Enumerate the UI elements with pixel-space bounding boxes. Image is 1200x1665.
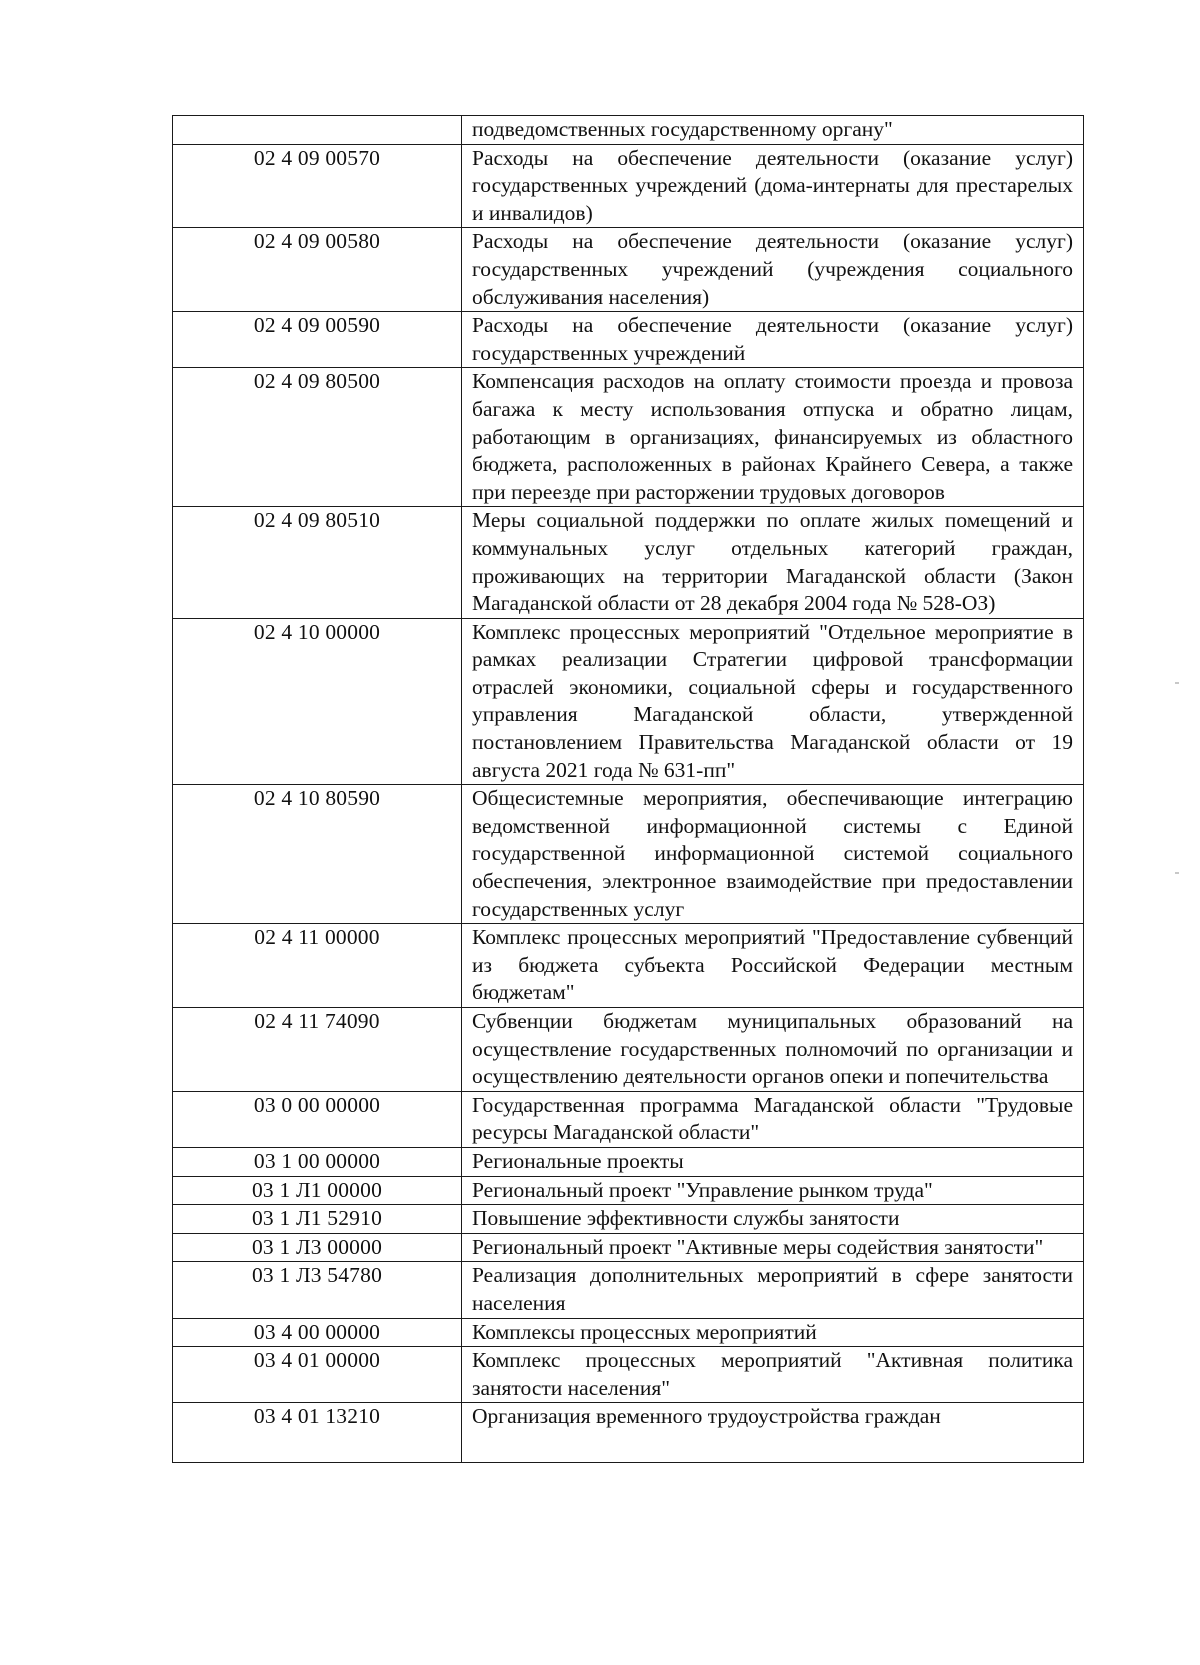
table-row	[173, 785, 1084, 924]
budget-classification-table	[172, 115, 1084, 1463]
name-cell: Региональные проекты	[462, 1147, 1084, 1176]
code-cell: 02 4 09 00570	[173, 144, 462, 228]
code-cell: 03 1 00 00000	[173, 1147, 462, 1176]
code-cell: 03 1 Л3 00000	[173, 1233, 462, 1262]
table-row	[173, 1262, 1084, 1318]
name-cell: Расходы на обеспечение деятельности (оказание услуг) государственных учреждений	[462, 312, 1084, 368]
code-cell: 02 4 11 00000	[173, 924, 462, 1008]
code-cell	[173, 116, 462, 145]
table-row	[173, 1205, 1084, 1234]
code-cell: 03 1 Л3 54780	[173, 1262, 462, 1318]
name-cell: Организация временного трудоустройства граждан	[462, 1403, 1084, 1463]
name-cell: Компенсация расходов на оплату стоимости проезда и провоза багажа к месту использования отпуска и обратно лицам, работающим в организациях, финансируемых из областного бюджета, расположенных в районах Крайнего Севера, а также при переезде при расторжении трудовых договоров	[462, 368, 1084, 507]
scan-speck	[1175, 682, 1179, 684]
table-row	[173, 116, 1084, 145]
table-row	[173, 368, 1084, 507]
code-cell: 03 1 Л1 52910	[173, 1205, 462, 1234]
name-cell: Региональный проект "Активные меры содействия занятости"	[462, 1233, 1084, 1262]
code-cell: 02 4 09 00590	[173, 312, 462, 368]
table-row	[173, 1233, 1084, 1262]
table-row	[173, 1091, 1084, 1147]
code-cell: 03 4 00 00000	[173, 1318, 462, 1347]
name-cell: Государственная программа Магаданской области "Трудовые ресурсы Магаданской области"	[462, 1091, 1084, 1147]
table-row	[173, 1008, 1084, 1092]
name-cell: Меры социальной поддержки по оплате жилых помещений и коммунальных услуг отдельных категорий граждан, проживающих на территории Магаданской области (Закон Магаданской области от 28 декабря 2004 года № 528-ОЗ)	[462, 507, 1084, 618]
code-cell: 02 4 10 80590	[173, 785, 462, 924]
code-cell: 03 4 01 00000	[173, 1347, 462, 1403]
name-cell: Расходы на обеспечение деятельности (оказание услуг) государственных учреждений (дома-интернаты для престарелых и инвалидов)	[462, 144, 1084, 228]
name-cell: подведомственных государственному органу"	[462, 116, 1084, 145]
name-cell: Повышение эффективности службы занятости	[462, 1205, 1084, 1234]
name-cell: Комплекс процессных мероприятий "Предоставление субвенций из бюджета субъекта Российской Федерации местным бюджетам"	[462, 924, 1084, 1008]
table-row	[173, 1347, 1084, 1403]
code-cell: 02 4 09 80510	[173, 507, 462, 618]
code-cell: 03 0 00 00000	[173, 1091, 462, 1147]
table-row	[173, 618, 1084, 785]
table-row	[173, 1176, 1084, 1205]
code-cell: 03 1 Л1 00000	[173, 1176, 462, 1205]
name-cell: Субвенции бюджетам муниципальных образований на осуществление государственных полномочий по организации и осуществлению деятельности органов опеки и попечительства	[462, 1008, 1084, 1092]
name-cell: Региональный проект "Управление рынком труда"	[462, 1176, 1084, 1205]
code-cell: 02 4 10 00000	[173, 618, 462, 785]
table-row	[173, 1318, 1084, 1347]
name-cell: Комплекс процессных мероприятий "Отдельное мероприятие в рамках реализации Стратегии цифровой трансформации отраслей экономики, социальной сферы и государственного управления Магаданской области, утвержденной постановлением Правительства Магаданской области от 19 августа 2021 года № 631-пп"	[462, 618, 1084, 785]
code-cell: 03 4 01 13210	[173, 1403, 462, 1463]
table-row	[173, 1403, 1084, 1463]
scan-speck	[1175, 872, 1179, 874]
code-cell: 02 4 09 80500	[173, 368, 462, 507]
name-cell: Реализация дополнительных мероприятий в сфере занятости населения	[462, 1262, 1084, 1318]
table-row	[173, 312, 1084, 368]
code-cell: 02 4 11 74090	[173, 1008, 462, 1092]
table-row	[173, 507, 1084, 618]
table-row	[173, 1147, 1084, 1176]
table-row	[173, 924, 1084, 1008]
table-row	[173, 144, 1084, 228]
table-row	[173, 228, 1084, 312]
name-cell: Общесистемные мероприятия, обеспечивающие интеграцию ведомственной информационной системы с Единой государственной информационной системой социального обеспечения, электронное взаимодействие при предоставлении государственных услуг	[462, 785, 1084, 924]
code-cell: 02 4 09 00580	[173, 228, 462, 312]
name-cell: Комплекс процессных мероприятий "Активная политика занятости населения"	[462, 1347, 1084, 1403]
name-cell: Комплексы процессных мероприятий	[462, 1318, 1084, 1347]
name-cell: Расходы на обеспечение деятельности (оказание услуг) государственных учреждений (учреждения социального обслуживания населения)	[462, 228, 1084, 312]
